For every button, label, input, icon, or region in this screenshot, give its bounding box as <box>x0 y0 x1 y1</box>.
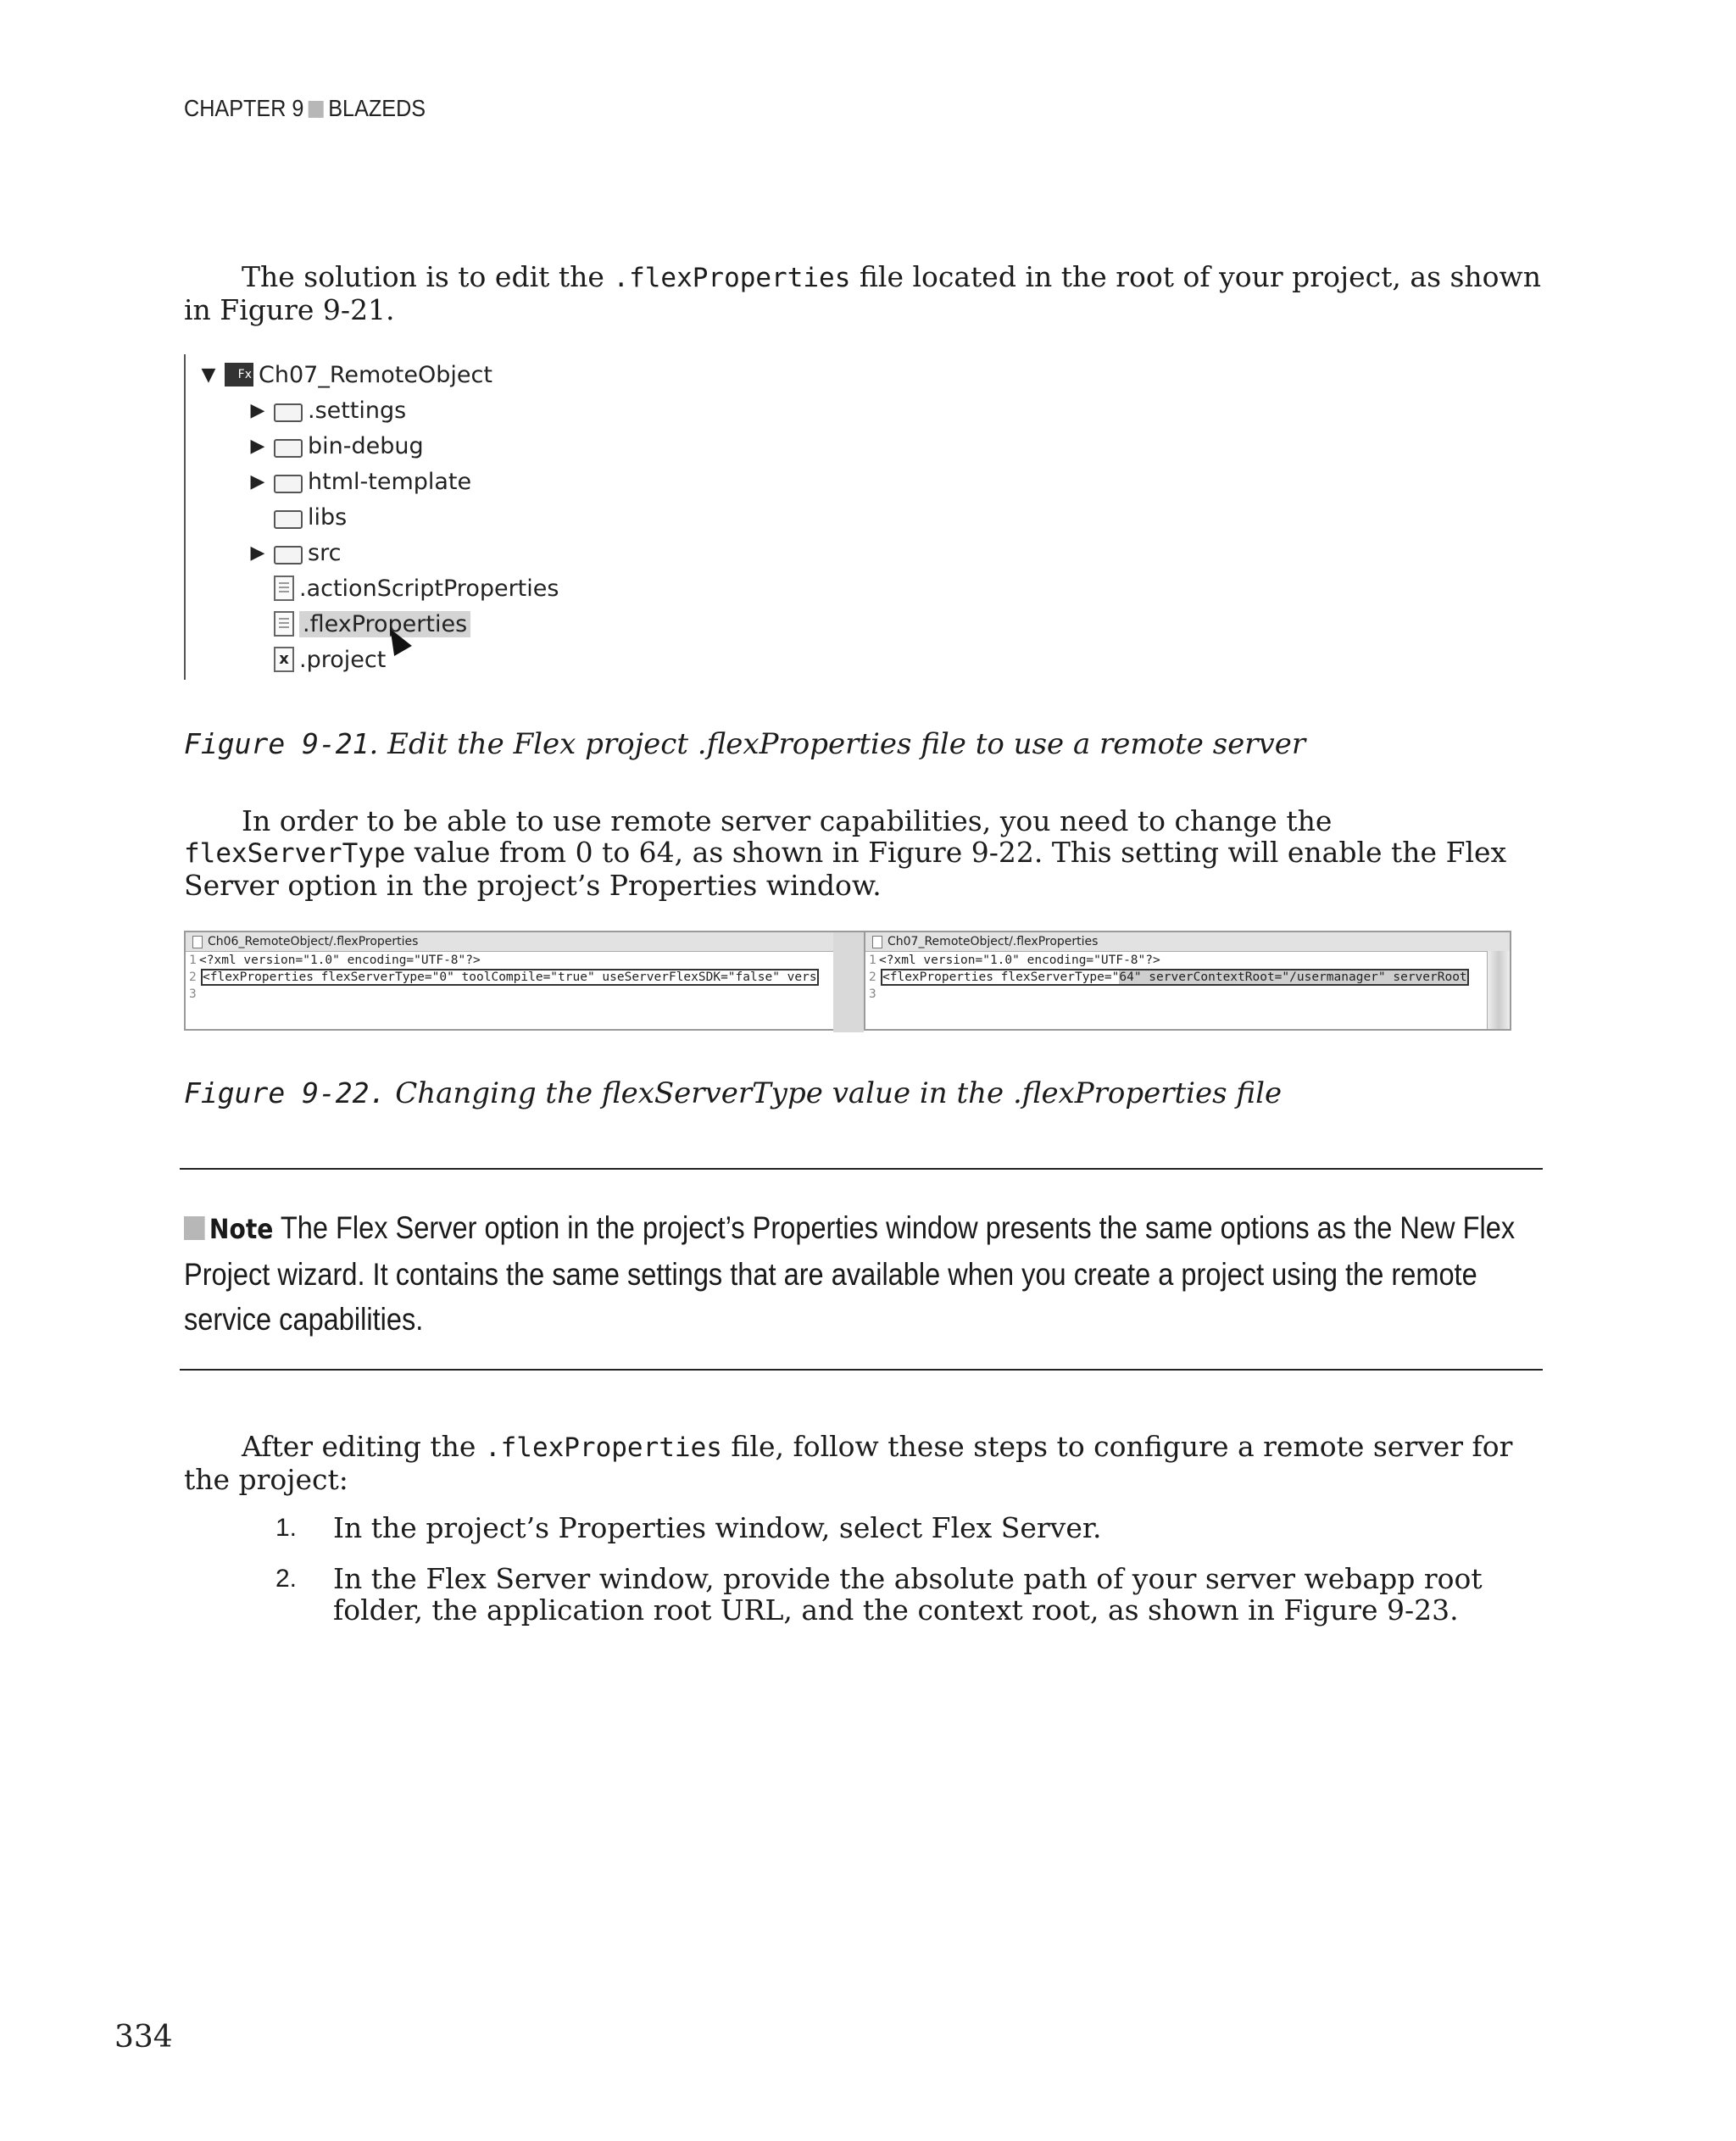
chapter-title: BLAZEDS <box>328 95 426 121</box>
tree-item-bin-debug[interactable]: ▶ bin-debug <box>247 429 424 463</box>
tree-item-settings[interactable]: ▶ .settings <box>247 393 406 427</box>
note-bottom-rule <box>180 1369 1543 1371</box>
collapsed-triangle-icon: ▶ <box>250 435 265 457</box>
inline-code: flexServerType <box>184 838 406 869</box>
file-icon <box>274 576 294 601</box>
code-window-ch06 <box>184 931 837 1031</box>
note-label: Note <box>209 1213 274 1245</box>
source-folder-icon <box>274 546 303 564</box>
code-window-ch07 <box>864 931 1511 1031</box>
code-line: 3 <box>189 987 197 1001</box>
vertical-scrollbar[interactable] <box>1487 951 1510 1029</box>
square-bullet-icon <box>309 101 324 118</box>
tree-item-src[interactable]: ▶ src <box>247 536 341 570</box>
code-line: 3 <box>869 987 876 1001</box>
folder-icon <box>274 475 303 493</box>
window-separator <box>833 931 864 1032</box>
file-icon <box>274 611 294 637</box>
tree-item-project[interactable]: ▼ Fx Ch07_RemoteObject <box>198 358 492 392</box>
tree-item-libs[interactable]: libs <box>247 500 347 534</box>
note-text: The Flex Server option in the project’s Properties window presents the same options as the New Flex Project wizard. It contains the same settings that are available when you create a project using the remote service capabilities. <box>184 1210 1516 1337</box>
collapsed-triangle-icon: ▶ <box>250 399 265 421</box>
paragraph-3: After editing the .flexProperties file, follow these steps to configure a remote server for the project: <box>184 1430 1513 1496</box>
paragraph-2: In order to be able to use remote server capabilities, you need to change the flexServerType value from 0 to 64, as shown in Figure 9-22. This setting will enable the Flex Server option in the project’s Properties window. <box>184 804 1507 902</box>
code-line: 1 <?xml version="1.0" encoding="UTF-8"?> <box>189 954 481 967</box>
chapter-label: CHAPTER 9 <box>184 95 304 121</box>
paragraph-1: The solution is to edit the .flexProperties file located in the root of your project, as shown in Figure 9-21. <box>184 260 1542 326</box>
inline-code: .flexProperties <box>613 263 851 293</box>
figure-9-21-caption: Figure 9-21. Edit the Flex project .flexProperties file to use a remote server <box>184 727 1306 761</box>
tree-item-project-file[interactable]: x .project <box>247 642 386 676</box>
figure-9-22-caption: Figure 9-22. Changing the flexServerType value in the .flexProperties file <box>184 1076 1283 1110</box>
running-header <box>184 95 426 122</box>
collapsed-triangle-icon: ▶ <box>250 470 265 492</box>
page-number: 334 <box>114 2020 173 2055</box>
folder-icon <box>274 510 303 529</box>
folder-icon <box>274 439 303 458</box>
collapsed-triangle-icon: ▶ <box>250 542 265 564</box>
code-line: 2 <flexProperties flexServerType="64" serverContextRoot="/usermanager" serverRoot <box>869 970 1467 984</box>
editor-tab-title[interactable]: Ch06_RemoteObject/.flexProperties <box>186 932 835 952</box>
inline-code: .flexProperties <box>484 1432 722 1463</box>
expanded-triangle-icon: ▼ <box>201 364 216 386</box>
xml-file-icon: x <box>274 647 294 672</box>
flex-project-icon: Fx <box>225 363 253 386</box>
square-bullet-icon <box>184 1216 205 1240</box>
note-top-rule <box>180 1168 1543 1170</box>
code-line: 1 <?xml version="1.0" encoding="UTF-8"?> <box>869 954 1160 967</box>
tree-item-html-template[interactable]: ▶ html-template <box>247 464 471 498</box>
folder-icon <box>274 403 303 422</box>
editor-tab-title[interactable]: Ch07_RemoteObject/.flexProperties <box>865 932 1510 952</box>
code-line: 2 <flexProperties flexServerType="0" toolCompile="true" useServerFlexSDK="false" vers <box>189 970 817 984</box>
tree-item-actionscriptproperties[interactable]: .actionScriptProperties <box>247 571 559 605</box>
note-block <box>184 1205 1542 1342</box>
tree-item-flexproperties[interactable]: .flexProperties <box>247 607 470 641</box>
project-tree-screenshot <box>184 354 584 680</box>
